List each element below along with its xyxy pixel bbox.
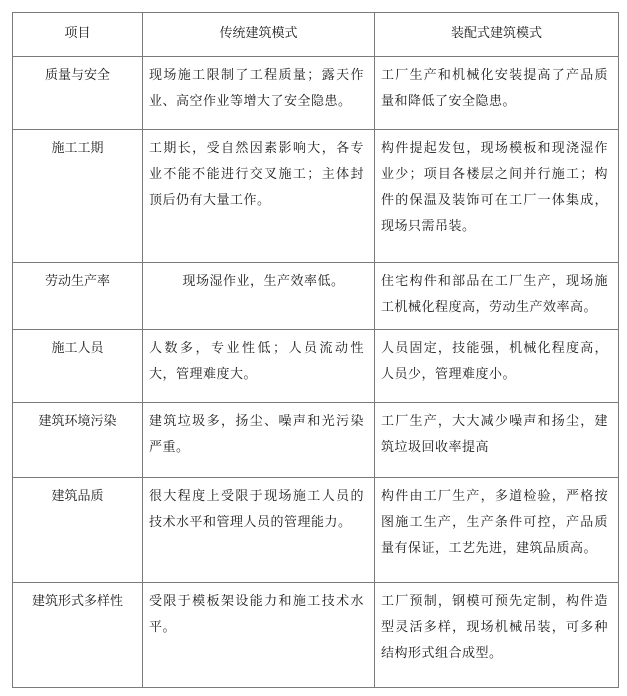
row-traditional-cell: 现场湿作业，生产效率低。 — [143, 263, 375, 330]
row-item-label: 建筑环境污染 — [13, 403, 143, 478]
row-traditional-cell: 人数多，专业性低；人员流动性大，管理难度大。 — [143, 330, 375, 403]
table-row — [13, 403, 619, 478]
row-prefab-cell: 工厂生产，大大减少噪声和扬尘，建筑垃圾回收率提高 — [375, 403, 619, 478]
header-item: 项目 — [13, 13, 143, 57]
table-row — [13, 478, 619, 583]
row-traditional-cell: 工期长，受自然因素影响大，各专业不能不能进行交叉施工；主体封顶后仍有大量工作。 — [143, 130, 375, 263]
row-item-label: 劳动生产率 — [13, 263, 143, 330]
row-item-label: 建筑品质 — [13, 478, 143, 583]
row-item-label: 建筑形式多样性 — [13, 583, 143, 688]
header-prefab: 装配式建筑模式 — [375, 13, 619, 57]
row-item-label: 施工工期 — [13, 130, 143, 263]
row-item-label: 质量与安全 — [13, 57, 143, 130]
row-prefab-cell: 住宅构件和部品在工厂生产，现场施工机械化程度高，劳动生产效率高。 — [375, 263, 619, 330]
row-prefab-cell: 构件提起发包，现场模板和现浇湿作业少；项目各楼层之间并行施工；构件的保温及装饰可在工厂一体集成，现场只需吊装。 — [375, 130, 619, 263]
row-prefab-cell: 工厂预制，钢模可预先定制，构件造型灵活多样，现场机械吊装，可多种结构形式组合成型。 — [375, 583, 619, 688]
table-row — [13, 263, 619, 330]
table-row — [13, 583, 619, 688]
table-row — [13, 57, 619, 130]
table-row — [13, 330, 619, 403]
row-traditional-cell: 很大程度上受限于现场施工人员的技术水平和管理人员的管理能力。 — [143, 478, 375, 583]
row-traditional-cell: 现场施工限制了工程质量；露天作业、高空作业等增大了安全隐患。 — [143, 57, 375, 130]
comparison-table — [12, 12, 619, 688]
row-traditional-cell: 建筑垃圾多，扬尘、噪声和光污染严重。 — [143, 403, 375, 478]
table-row — [13, 130, 619, 263]
row-traditional-cell: 受限于模板架设能力和施工技术水平。 — [143, 583, 375, 688]
header-traditional: 传统建筑模式 — [143, 13, 375, 57]
row-prefab-cell: 工厂生产和机械化安装提高了产品质量和降低了安全隐患。 — [375, 57, 619, 130]
row-prefab-cell: 人员固定，技能强，机械化程度高，人员少，管理难度小。 — [375, 330, 619, 403]
row-prefab-cell: 构件由工厂生产，多道检验，严格按图施工生产，生产条件可控，产品质量有保证，工艺先进，建筑品质高。 — [375, 478, 619, 583]
table-header-row — [13, 13, 619, 57]
comparison-table-container — [12, 12, 618, 688]
row-item-label: 施工人员 — [13, 330, 143, 403]
